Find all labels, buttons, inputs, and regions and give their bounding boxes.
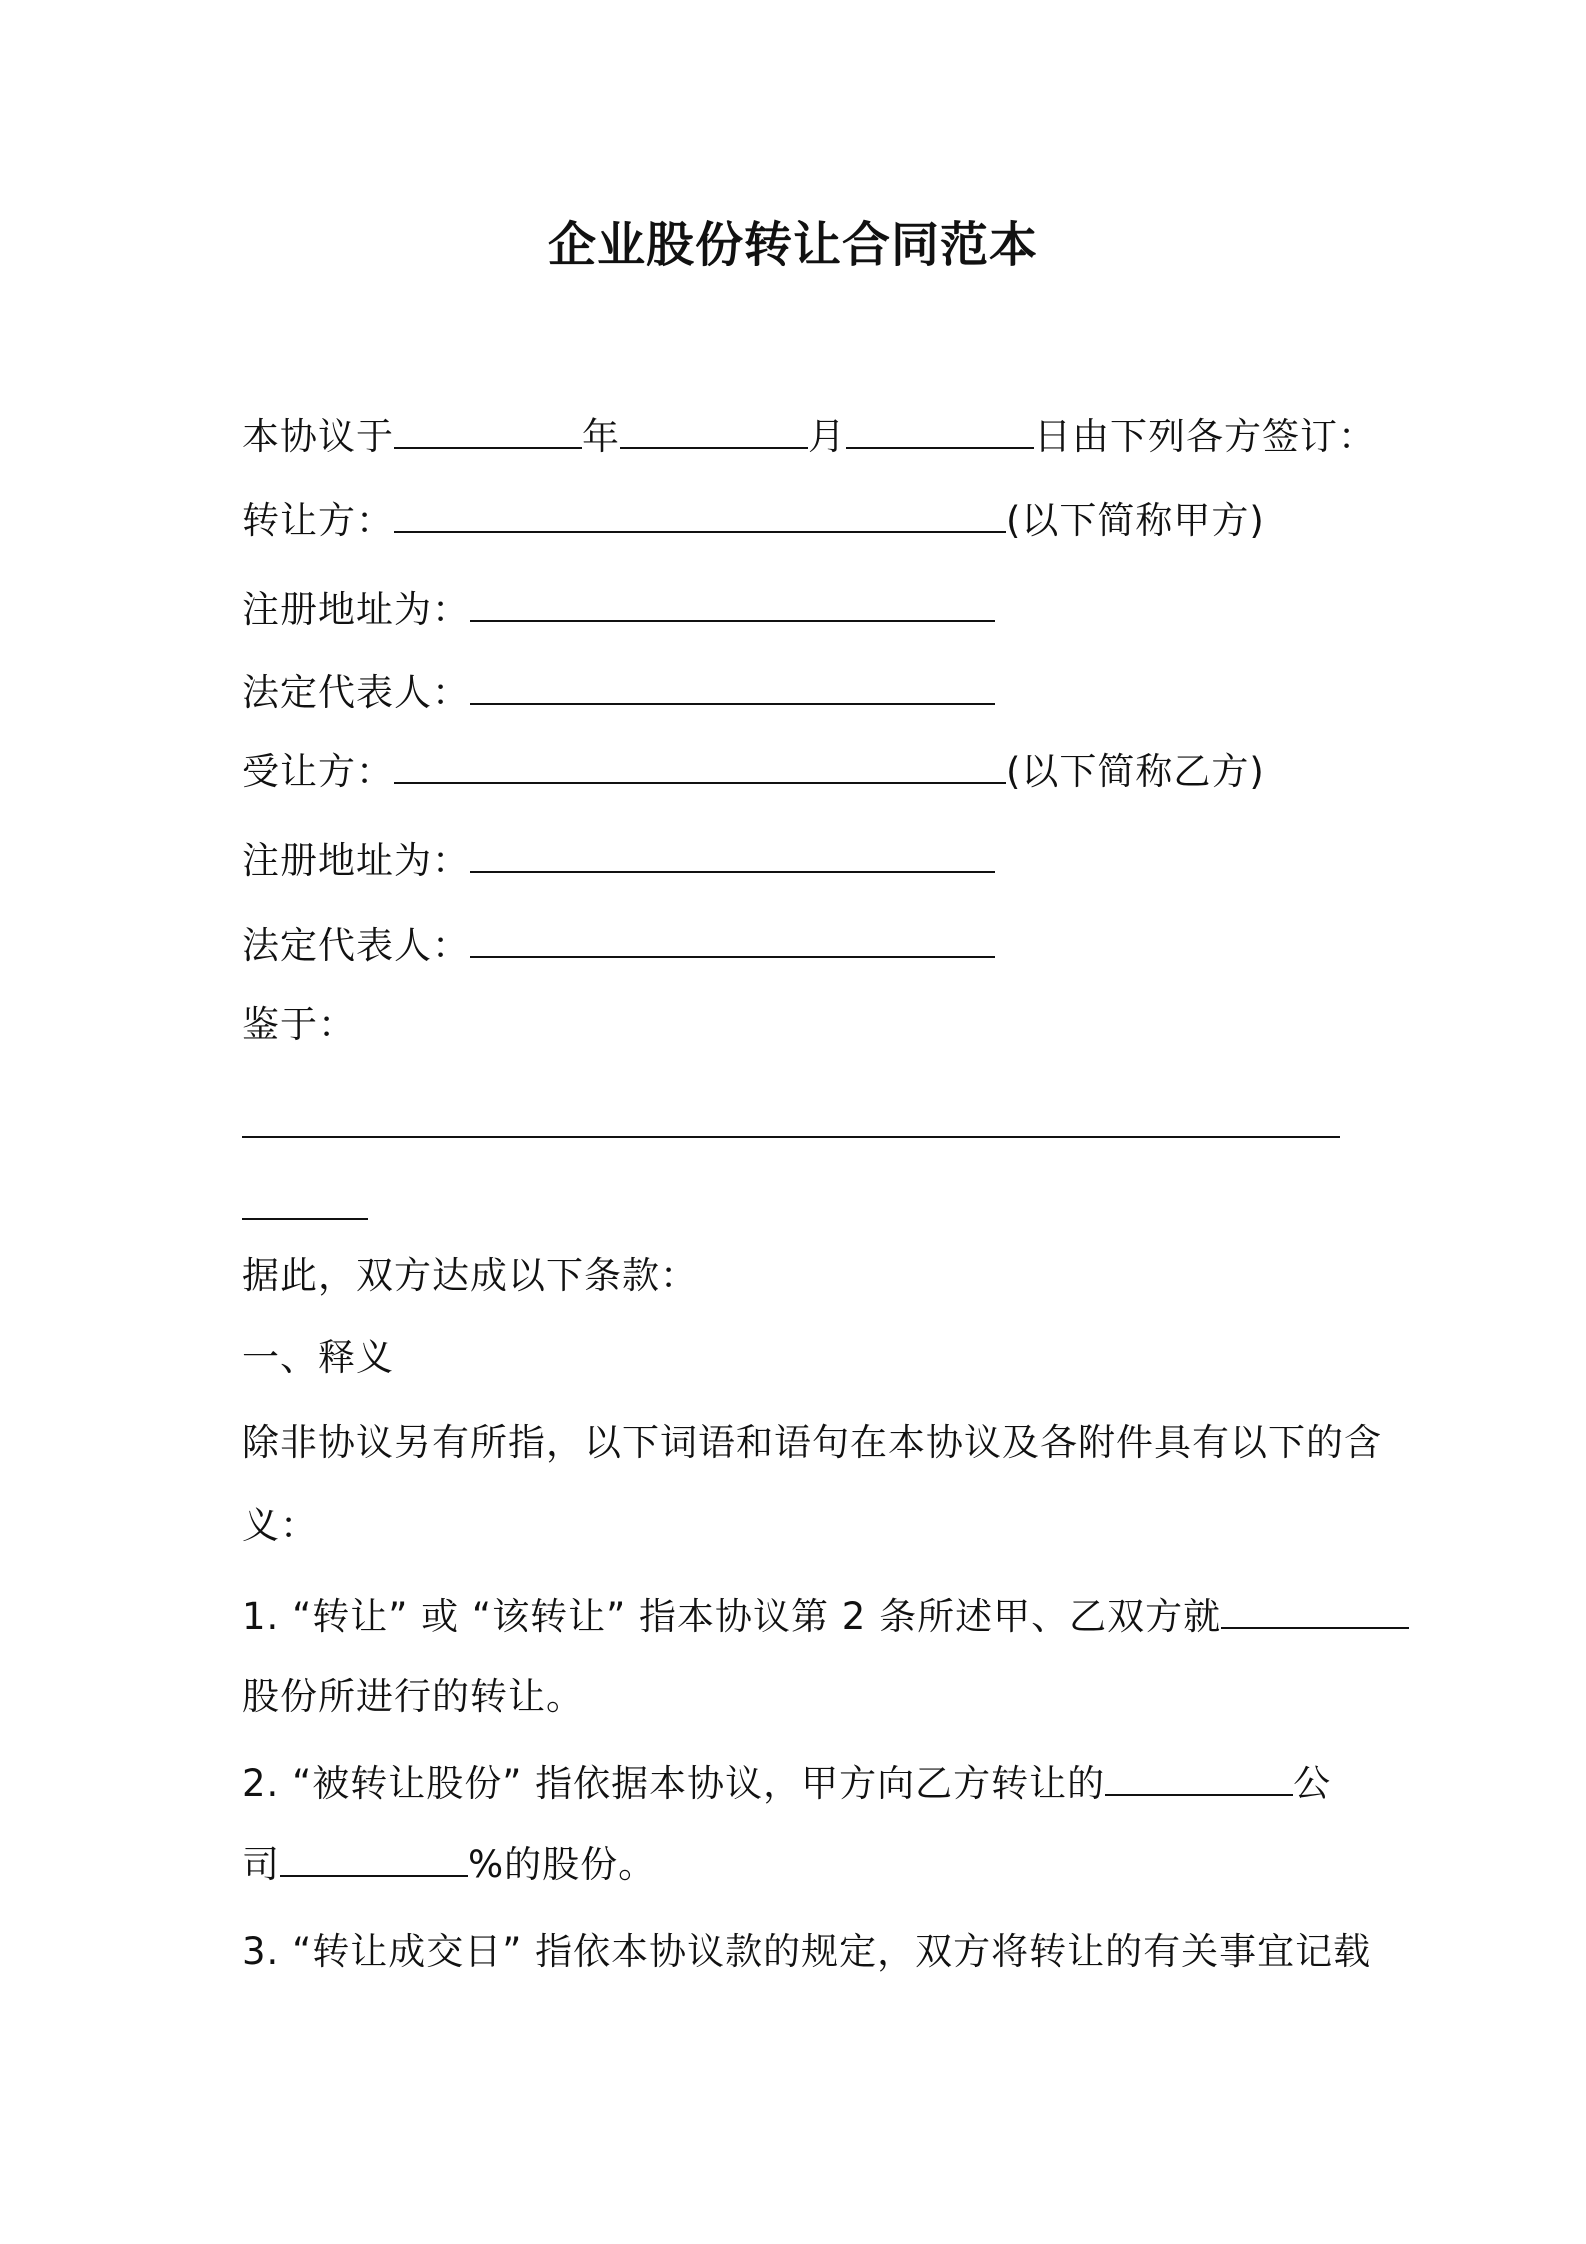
intro-line bbox=[242, 412, 1376, 462]
transferor-note: (以下简称甲方) bbox=[1006, 499, 1265, 542]
whereas-blank-line-2[interactable] bbox=[242, 1218, 368, 1220]
day-blank-day[interactable] bbox=[846, 413, 1034, 449]
item1-line1 bbox=[242, 1592, 1409, 1642]
hereby-line: 据此，双方达成以下条款： bbox=[242, 1254, 698, 1297]
transferee-line bbox=[242, 747, 1265, 797]
intro-prefix: 本协议于 bbox=[242, 415, 394, 458]
transferor-address-line bbox=[242, 585, 995, 635]
definitions-intro-line1: 除非协议另有所指，以下词语和语句在本协议及各附件具有以下的含 bbox=[242, 1421, 1382, 1464]
intro-month-label: 月 bbox=[808, 415, 846, 458]
item2-text: 2. “被转让股份” 指依据本协议，甲方向乙方转让的 bbox=[242, 1762, 1106, 1805]
transferor-rep-blank[interactable] bbox=[470, 669, 995, 705]
transferee-label: 受让方： bbox=[242, 750, 394, 793]
item2-company-suffix: 公 bbox=[1293, 1762, 1332, 1805]
item2-line1 bbox=[242, 1759, 1331, 1809]
item1-line2: 股份所进行的转让。 bbox=[242, 1675, 584, 1718]
transferor-label: 转让方： bbox=[242, 499, 394, 542]
transferee-note: (以下简称乙方) bbox=[1006, 750, 1265, 793]
item1-blank[interactable] bbox=[1221, 1593, 1409, 1629]
definitions-intro-line2: 义： bbox=[242, 1504, 318, 1547]
intro-year-label: 年 bbox=[582, 415, 620, 458]
transferor-rep-label: 法定代表人： bbox=[242, 671, 470, 714]
item2-line2-suffix: %的股份。 bbox=[468, 1843, 657, 1886]
document-title: 企业股份转让合同范本 bbox=[547, 217, 1038, 273]
day-blank-year[interactable] bbox=[394, 413, 582, 449]
whereas-label: 鉴于： bbox=[242, 1003, 356, 1046]
transferor-address-label: 注册地址为： bbox=[242, 588, 470, 631]
transferee-rep-label: 法定代表人： bbox=[242, 924, 470, 967]
transferee-rep-blank[interactable] bbox=[470, 922, 995, 958]
item2-percent-blank[interactable] bbox=[280, 1841, 468, 1877]
transferor-address-blank[interactable] bbox=[470, 586, 995, 622]
transferee-rep-line bbox=[242, 921, 995, 971]
transferee-blank[interactable] bbox=[394, 748, 1006, 784]
item2-line2-prefix: 司 bbox=[242, 1843, 280, 1886]
item3-line1: 3. “转让成交日” 指依本协议款的规定，双方将转让的有关事宜记载 bbox=[242, 1930, 1372, 1973]
transferee-address-line bbox=[242, 836, 995, 886]
item2-line2 bbox=[242, 1840, 656, 1890]
section1-heading: 一、释义 bbox=[242, 1336, 394, 1379]
whereas-blank-line-1[interactable] bbox=[242, 1136, 1340, 1138]
whereas-line bbox=[242, 1000, 356, 1050]
day-blank-month[interactable] bbox=[620, 413, 808, 449]
item2-company-blank[interactable] bbox=[1105, 1760, 1293, 1796]
intro-suffix: 日由下列各方签订： bbox=[1034, 415, 1376, 458]
transferor-rep-line bbox=[242, 668, 995, 718]
transferee-address-blank[interactable] bbox=[470, 837, 995, 873]
transferor-line bbox=[242, 496, 1265, 546]
transferee-address-label: 注册地址为： bbox=[242, 839, 470, 882]
transferor-blank[interactable] bbox=[394, 497, 1006, 533]
item1-text: 1. “转让” 或 “该转让” 指本协议第 2 条所述甲、乙双方就 bbox=[242, 1595, 1222, 1638]
